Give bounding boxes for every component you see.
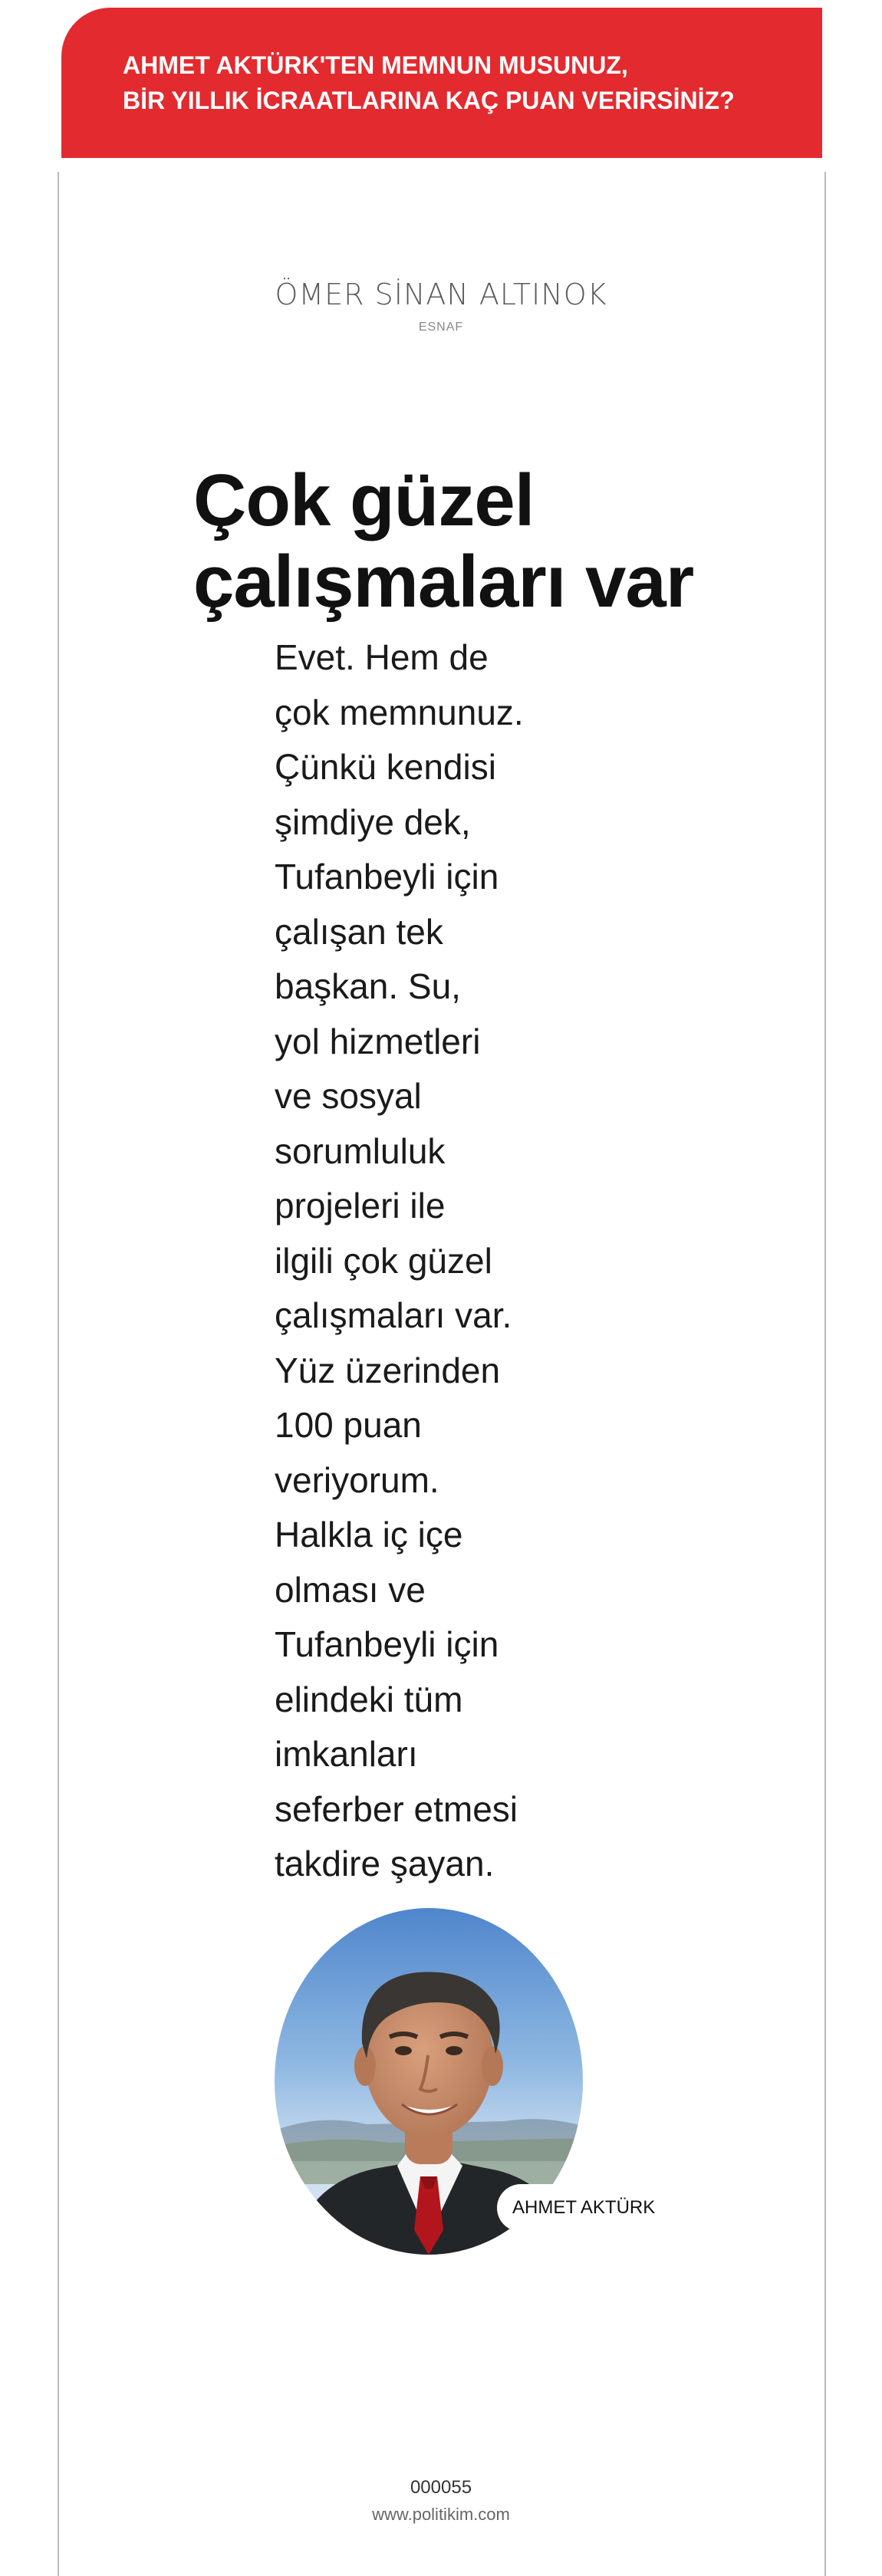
body-line: Tufanbeyli için [275, 857, 499, 897]
body-line: seferber etmesi [275, 1788, 518, 1829]
footer-code: 000055 [410, 2477, 472, 2498]
banner-line-2: BİR YILLIK İCRAATLARINA KAÇ PUAN VERİRSİNİZ? [123, 87, 735, 114]
author-name: ÖMER SİNAN ALTINOK [275, 278, 607, 311]
body-line: Halkla iç içe [275, 1515, 463, 1554]
frame-right-border [824, 172, 826, 2576]
headline-line-2: çalışmaları var [193, 541, 694, 623]
body-line: başkan. Su, [275, 966, 461, 1006]
quote-body [275, 630, 551, 1892]
body-line: veriyorum. [275, 1459, 439, 1500]
body-line: projeleri ile [275, 1186, 446, 1225]
body-line: Yüz üzerinden [275, 1350, 501, 1390]
body-line: elindeki tüm [275, 1679, 463, 1719]
body-line: ilgili çok güzel [275, 1240, 492, 1281]
footer-website: www.politikim.com [372, 2505, 510, 2524]
body-line: olması ve [275, 1569, 426, 1610]
frame-left-border [58, 172, 59, 2576]
body-line: Evet. Hem de [275, 637, 489, 677]
portrait-caption: AHMET AKTÜRK [497, 2184, 670, 2232]
author-role: ESNAF [418, 321, 464, 334]
body-line: imkanları [275, 1734, 418, 1774]
body-line: yol hizmetleri [275, 1021, 481, 1061]
body-line: çalışmaları var. [275, 1295, 512, 1335]
body-line: çok memnunuz. [275, 692, 524, 732]
banner-line-1: AHMET AKTÜRK'TEN MEMNUN MUSUNUZ, [123, 51, 628, 79]
body-line: Çünkü kendisi [275, 747, 496, 787]
body-line: çalışan tek [275, 911, 443, 952]
body-line: şimdiye dek, [275, 801, 471, 842]
question-banner [61, 8, 822, 158]
body-line: ve sosyal [275, 1076, 422, 1116]
headline-line-1: Çok güzel [193, 459, 535, 541]
body-line: sorumluluk [275, 1130, 446, 1171]
headline [193, 460, 693, 623]
body-line: Tufanbeyli için [275, 1624, 499, 1664]
body-line: takdire şayan. [275, 1844, 495, 1883]
body-line: 100 puan [275, 1405, 422, 1445]
